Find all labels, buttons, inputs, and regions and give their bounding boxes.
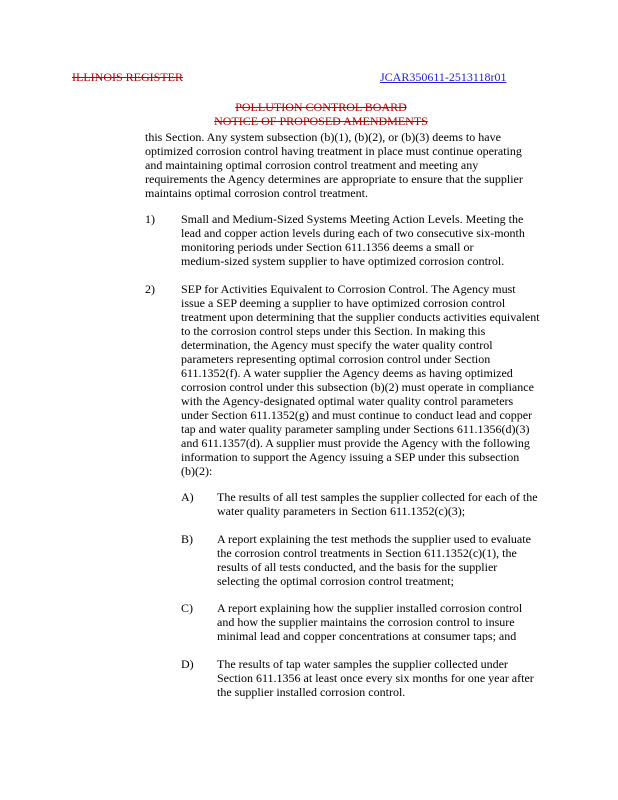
subitem-c-paragraph bbox=[217, 601, 522, 643]
text-line: corrosion control under this subsection (b)(2) must operate in compliance bbox=[181, 380, 534, 394]
item-2-paragraph bbox=[181, 282, 540, 478]
text-line: and maintaining optimal corrosion control treatment and meeting any bbox=[145, 158, 479, 172]
text-line: determination, the Agency must specify the water quality control bbox=[181, 338, 493, 352]
text-line: The results of all test samples the supplier collected for each of the bbox=[217, 490, 538, 504]
text-line: The results of tap water samples the supplier collected under bbox=[217, 657, 508, 671]
text-line: and how the supplier maintains the corrosion control to insure bbox=[217, 615, 515, 629]
agency-title: POLLUTION CONTROL BOARD bbox=[235, 100, 407, 114]
text-line: A report explaining the test methods the supplier used to evaluate bbox=[217, 532, 531, 546]
text-line: selecting the optimal corrosion control treatment; bbox=[217, 574, 454, 588]
text-line: under Section 611.1352(g) and must continue to conduct lead and copper bbox=[181, 408, 533, 422]
text-line: A report explaining how the supplier installed corrosion control bbox=[217, 601, 523, 615]
text-line: issue a SEP deeming a supplier to have optimized corrosion control bbox=[181, 296, 506, 310]
text-line: water quality parameters in Section 611.1352(c)(3); bbox=[217, 504, 466, 518]
jcar-reference: JCAR350611-2513118r01 bbox=[380, 70, 507, 84]
subitem-d-letter: D) bbox=[181, 657, 194, 671]
text-line: monitoring periods under Section 611.1356 deems a small or bbox=[181, 240, 474, 254]
text-line: optimized corrosion control having treatment in place must continue operating bbox=[145, 144, 522, 158]
item-1-number: 1) bbox=[145, 212, 155, 226]
item-2-number: 2) bbox=[145, 282, 155, 296]
text-line: the supplier installed corrosion control. bbox=[217, 685, 406, 699]
text-line: results of all tests conducted, and the basis for the supplier bbox=[217, 560, 498, 574]
text-line: Small and Medium-Sized Systems Meeting Action Levels. Meeting the bbox=[181, 212, 524, 226]
text-line: with the Agency-designated optimal water quality control parameters bbox=[181, 394, 514, 408]
text-line: to the corrosion control steps under this Section. In making this bbox=[181, 324, 486, 338]
subitem-d-paragraph bbox=[217, 657, 534, 699]
text-line: treatment upon determining that the supplier conducts activities equivalent bbox=[181, 310, 540, 324]
text-line: (b)(2): bbox=[181, 464, 213, 478]
item-1-paragraph bbox=[181, 212, 525, 268]
register-header: ILLINOIS REGISTER bbox=[72, 70, 183, 84]
text-line: requirements the Agency determines are appropriate to ensure that the supplier bbox=[145, 172, 523, 186]
text-line: lead and copper action levels during each of two consecutive six-month bbox=[181, 226, 525, 240]
text-line: minimal lead and copper concentrations at consumer taps; and bbox=[217, 629, 517, 643]
text-line: maintains optimal corrosion control treatment. bbox=[145, 186, 368, 200]
notice-title: NOTICE OF PROPOSED AMENDMENTS bbox=[214, 114, 428, 128]
subitem-a-paragraph bbox=[217, 490, 538, 518]
subitem-a-letter: A) bbox=[181, 490, 194, 504]
subitem-b-letter: B) bbox=[181, 532, 193, 546]
text-line: medium-sized system supplier to have optimized corrosion control. bbox=[181, 254, 505, 268]
text-line: the corrosion control treatments in Section 611.1352(c)(1), the bbox=[217, 546, 517, 560]
subitem-b-paragraph bbox=[217, 532, 531, 588]
text-line: SEP for Activities Equivalent to Corrosion Control. The Agency must bbox=[181, 282, 516, 296]
text-line: this Section. Any system subsection (b)(1), (b)(2), or (b)(3) deems to have bbox=[145, 130, 501, 144]
text-line: 611.1352(f). A water supplier the Agency deems as having optimized bbox=[181, 366, 513, 380]
text-line: Section 611.1356 at least once every six months for one year after bbox=[217, 671, 534, 685]
subitem-c-letter: C) bbox=[181, 601, 193, 615]
text-line: parameters representing optimal corrosion control under Section bbox=[181, 352, 491, 366]
text-line: information to support the Agency issuing a SEP under this subsection bbox=[181, 450, 520, 464]
intro-paragraph bbox=[145, 130, 523, 200]
text-line: tap and water quality parameter sampling under Sections 611.1356(d)(3) bbox=[181, 422, 530, 436]
text-line: and 611.1357(d). A supplier must provide the Agency with the following bbox=[181, 436, 530, 450]
